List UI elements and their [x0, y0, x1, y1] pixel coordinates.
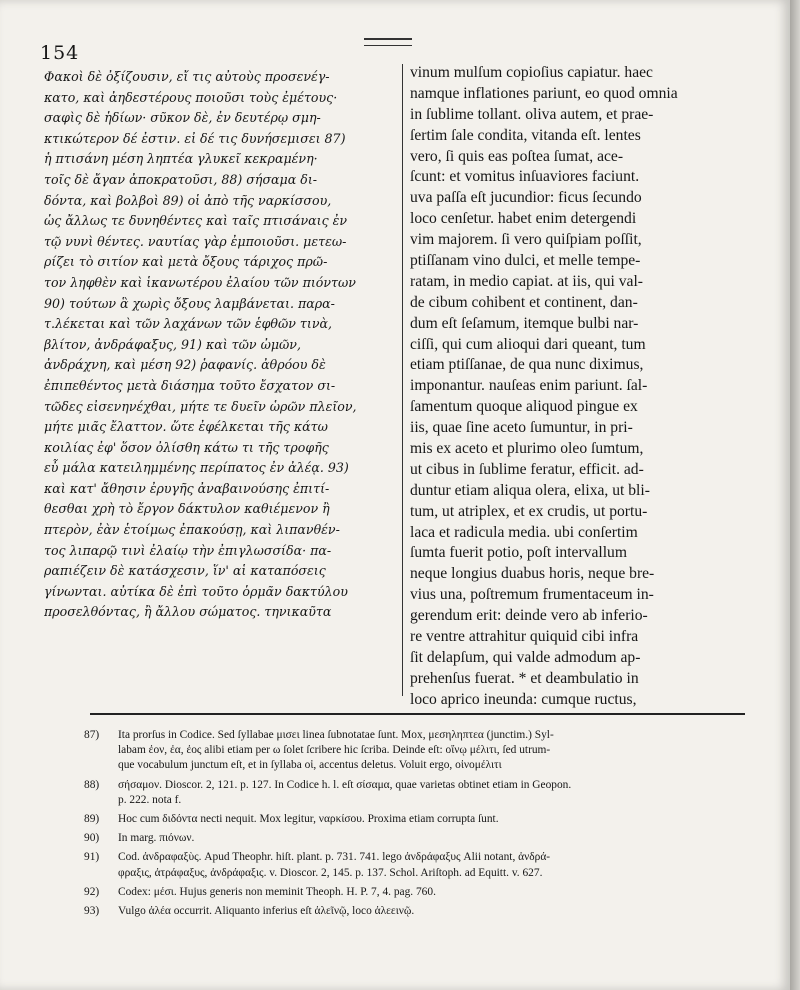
- footnote-line: labam ἐον, ἐα, ἐος alibi etiam per ω ſolet ſcribere hic ſcriba. Deinde eſt: οἴνῳ μέλιτι, ſed utrum-: [118, 744, 551, 757]
- greek-text-line: τοῖς δὲ ἄγαν ἀποκρατοῦσι, 88) σήσαμα δι-: [44, 171, 318, 187]
- latin-text-line: prehenſus fuerat. * et deambulatio in: [410, 669, 639, 687]
- footnote-line: p. 222. nota f.: [118, 793, 182, 806]
- greek-text-line: πτερὸν, ἐὰν ἑτοίμως ἐπακούσῃ, καὶ λιπανθέν-: [44, 522, 340, 538]
- footnote-text: [118, 831, 754, 846]
- latin-column: [410, 63, 755, 711]
- latin-text-line: vinum mulſum copioſius capiatur. haec: [410, 64, 653, 81]
- greek-text-line: τος λιπαρῷ τινὶ ἐλαίῳ τὴν ἐπιγλωσσίδα· πα-: [44, 542, 332, 558]
- greek-text-line: ἀνδράχνη, καὶ μέση 92) ῥαφανίς. ἀθρόου δὲ: [44, 357, 326, 373]
- latin-text-line: imponantur. nauſeas enim pariunt. ſal-: [410, 377, 648, 395]
- greek-text-line: ἐπιπεθέντος μετὰ διάσημα τοῦτο ἔσχατον σι-: [44, 377, 336, 393]
- greek-text-line: προσελθόντας, ἢ ἄλλου σώματος. τηνικαῦτα: [44, 604, 332, 620]
- footnotes: [84, 728, 754, 923]
- footnote-line: Cod. ἀνδραφαξὺς. Apud Theophr. hiſt. plant. p. 731. 741. lego ἀνδράφαξυς Alii notant, ἀνδρά-: [118, 851, 551, 864]
- latin-text-line: ratam, in medio capiat. at iis, qui val-: [410, 272, 643, 290]
- latin-text-line: ptiſſanam vino dulci, et melle tempe-: [410, 252, 641, 270]
- footnote-number: 88): [84, 778, 100, 791]
- footnote-line: Vulgo ἀλέα occurrit. Aliquanto inferius eſt ἀλεῖνῷ, loco ἀλεεινῷ.: [118, 905, 415, 918]
- greek-text-line: ρίζει τὸ σιτίον καὶ μετὰ ὄξους τάριχος πρῶ-: [44, 254, 328, 270]
- header-rule: [364, 38, 412, 46]
- latin-text-line: ſit delapſum, qui valde admodum ap-: [410, 648, 641, 666]
- greek-text-line: ὡς ἄλλως τε δυνηθέντες καὶ ταῖς πτισάναις ἐν: [44, 213, 348, 229]
- latin-text-line: re ventre attrahitur quiquid cibi infra: [410, 628, 639, 646]
- greek-column: [44, 67, 397, 623]
- footnote: [84, 904, 754, 919]
- footnote-line: σήσαμον. Dioscor. 2, 121. p. 127. In Codice h. l. eſt σίσαμα, quae varietas obtinet etiam in Geopon.: [118, 778, 572, 791]
- latin-text-line: ſertim ſale condita, vitanda eſt. lentes: [410, 126, 641, 144]
- greek-text-line: εὖ μάλα κατειλημμένης περίπατος ἐν ἀλέᾳ. 93): [44, 460, 349, 476]
- footnote-rule: [90, 713, 745, 715]
- latin-text-line: ſumta fuerit potio, poſt intervallum: [410, 544, 627, 562]
- greek-text-line: σαφὶς δὲ ἡδίων· σῦκον δὲ, ἐν δευτέρῳ σμη-: [44, 110, 321, 126]
- footnote-line: Hoc cum διδόντα necti nequit. Mox legitur, ναρκίσου. Proxima etiam corrupta ſunt.: [118, 813, 499, 826]
- greek-text-line: κατο, καὶ ἀηδεστέρους ποιοῦσι τοὺς ἐμέτους·: [44, 89, 338, 105]
- latin-text-line: ſamentum quoque aliquod pingue ex: [410, 398, 638, 416]
- latin-text-line: loco aprico ineunda: cumque ructus,: [410, 690, 637, 708]
- greek-text-line: τῶδες εἰσενηνέχθαι, μήτε τε δυεῖν ὡρῶν πλεῖον,: [44, 398, 357, 414]
- latin-text-line: uva paſſa eſt jucundior: ficus ſecundo: [410, 189, 642, 207]
- greek-text-line: τ.λέκεται καὶ τῶν λαχάνων τῶν ἑφθῶν τινὰ,: [44, 316, 332, 332]
- latin-text-line: ſcunt: et vomitus inſuaviores faciunt.: [410, 168, 640, 186]
- greek-text-line: κτικώτερον δέ ἐστιν. εἰ δέ τις δυνήσεμισει 87): [44, 130, 346, 146]
- footnote-text: [118, 728, 754, 774]
- latin-text-line: etiam ptiſſanae, de qua nunc diximus,: [410, 356, 644, 374]
- greek-text-line: ραπιέζειν δὲ κατάσχεσιν, ἵν' αἱ καταπόσεις: [44, 563, 326, 579]
- latin-text-line: tum, ut atriplex, et ex crudis, ut portu-: [410, 502, 648, 520]
- latin-text-line: iis, quae ſine aceto ſumuntur, in pri-: [410, 419, 633, 437]
- footnote: [84, 850, 754, 880]
- greek-text-line: τον ληφθὲν καὶ ἱκανωτέρου ἐλαίου τῶν πιόντων: [44, 274, 356, 290]
- footnote-line: Codex: μέσι. Hujus generis non meminit Theoph. H. P. 7, 4. pag. 760.: [118, 885, 436, 898]
- latin-text-line: duntur etiam aliqua olera, elixa, ut bli-: [410, 481, 650, 499]
- footnote-text: [118, 778, 754, 808]
- greek-text-line: δόντα, καὶ βολβοὶ 89) οἱ ἀπὸ τῆς ναρκίσσου,: [44, 192, 332, 208]
- latin-text-line: vim majorem. ſi vero quiſpiam poſſit,: [410, 231, 642, 249]
- footnote: [84, 778, 754, 808]
- footnote-number: 91): [84, 851, 100, 864]
- greek-text-line: καὶ κατ' ἄθησιν ἐρυγῆς ἀναβαινούσης ἐπιτί-: [44, 480, 330, 496]
- latin-text-line: gerendum erit: deinde vero ab inferio-: [410, 607, 648, 625]
- latin-text-line: de cibum cohibent et continent, dan-: [410, 293, 638, 311]
- latin-text-line: ciſſi, qui cum alioqui dari queant, tum: [410, 335, 646, 353]
- latin-text-line: dum eſt ſeſamum, itemque bulbi nar-: [410, 314, 639, 332]
- latin-text-line: laca et radicula media. ubi conſertim: [410, 523, 638, 541]
- latin-text-line: neque longius duabus horis, neque bre-: [410, 565, 655, 583]
- page-number: 154: [40, 42, 80, 64]
- latin-text-line: mis ex aceto et plurimo oleo ſumtum,: [410, 440, 644, 458]
- greek-text-line: κοιλίας ἐφ' ὅσον ὀλίσθη κάτω τι τῆς τροφῆς: [44, 439, 329, 455]
- footnote-number: 90): [84, 832, 100, 845]
- latin-text-line: in ſublime tollant. oliva autem, et prae-: [410, 105, 654, 123]
- footnote-line: In marg. πιόνων.: [118, 832, 195, 845]
- footnote: [84, 885, 754, 900]
- footnote-number: 87): [84, 729, 100, 741]
- footnote-number: 92): [84, 885, 100, 898]
- footnote-line: que vocabulum junctum eſt, et in ſyllaba οἱ, accentus deletus. Voluit ergo, οἰνομέλιτι: [118, 759, 502, 772]
- latin-text-line: ut cibus in ſublime feratur, efficit. ad-: [410, 460, 644, 478]
- greek-text-line: βλίτον, ἀνδράφαξυς, 91) καὶ τῶν ὠμῶν,: [44, 336, 301, 352]
- page-edge-shadow: [790, 0, 800, 990]
- footnote: [84, 728, 754, 774]
- latin-text-line: vero, ſi quis eas poſtea ſumat, ace-: [410, 147, 624, 165]
- footnote-number: 93): [84, 905, 100, 918]
- latin-text-line: loco cenſetur. habet enim detergendi: [410, 210, 637, 228]
- footnote: [84, 831, 754, 846]
- footnote-text: [118, 885, 754, 900]
- footnote-number: 89): [84, 813, 100, 826]
- greek-text-line: τῷ νυνὶ θέντες. ναυτίας γὰρ ἐμποιοῦσι. μετεω-: [44, 233, 347, 249]
- latin-text-line: vius una, poſtremum frumentaceum in-: [410, 586, 654, 604]
- footnote-text: [118, 904, 754, 919]
- footnote: [84, 812, 754, 827]
- greek-text-line: Φακοὶ δὲ ὀξίζουσιν, εἴ τις αὐτοὺς προσενέγ-: [44, 69, 330, 84]
- greek-text-line: 90) τούτων ἃ χωρὶς ὄξους λαμβάνεται. παρα-: [44, 295, 335, 311]
- latin-text-line: namque inflationes pariunt, eo quod omnia: [410, 84, 678, 102]
- greek-text-line: θεσθαι χρὴ τὸ ἔργον δάκτυλον καθιέμενον ἢ: [44, 501, 330, 517]
- greek-text-line: ἡ πτισάνη μέση ληπτέα γλυκεῖ κεκραμένη·: [44, 151, 318, 167]
- greek-text-line: μήτε μιᾶς ἔλαττον. ὥτε ἐφέλκεται τῆς κάτω: [44, 419, 328, 435]
- column-divider: [402, 64, 403, 696]
- footnote-line: φραξις, ἀτράφαξυς, ἀνδράφαξις. v. Dioscor. 2, 145. p. 137. Schol. Ariſtoph. ad Equitt. v. 627.: [118, 866, 543, 879]
- footnote-text: [118, 812, 754, 827]
- footnote-text: [118, 850, 754, 880]
- greek-text-line: γίνωνται. αὐτίκα δὲ ἐπὶ τοῦτο ὁρμᾶν δακτύλου: [44, 583, 348, 599]
- footnote-line: Ita prorſus in Codice. Sed ſyllabae μισει linea ſubnotatae ſunt. Mox, μεσηληπτεα (junctim.) Syl-: [118, 729, 554, 741]
